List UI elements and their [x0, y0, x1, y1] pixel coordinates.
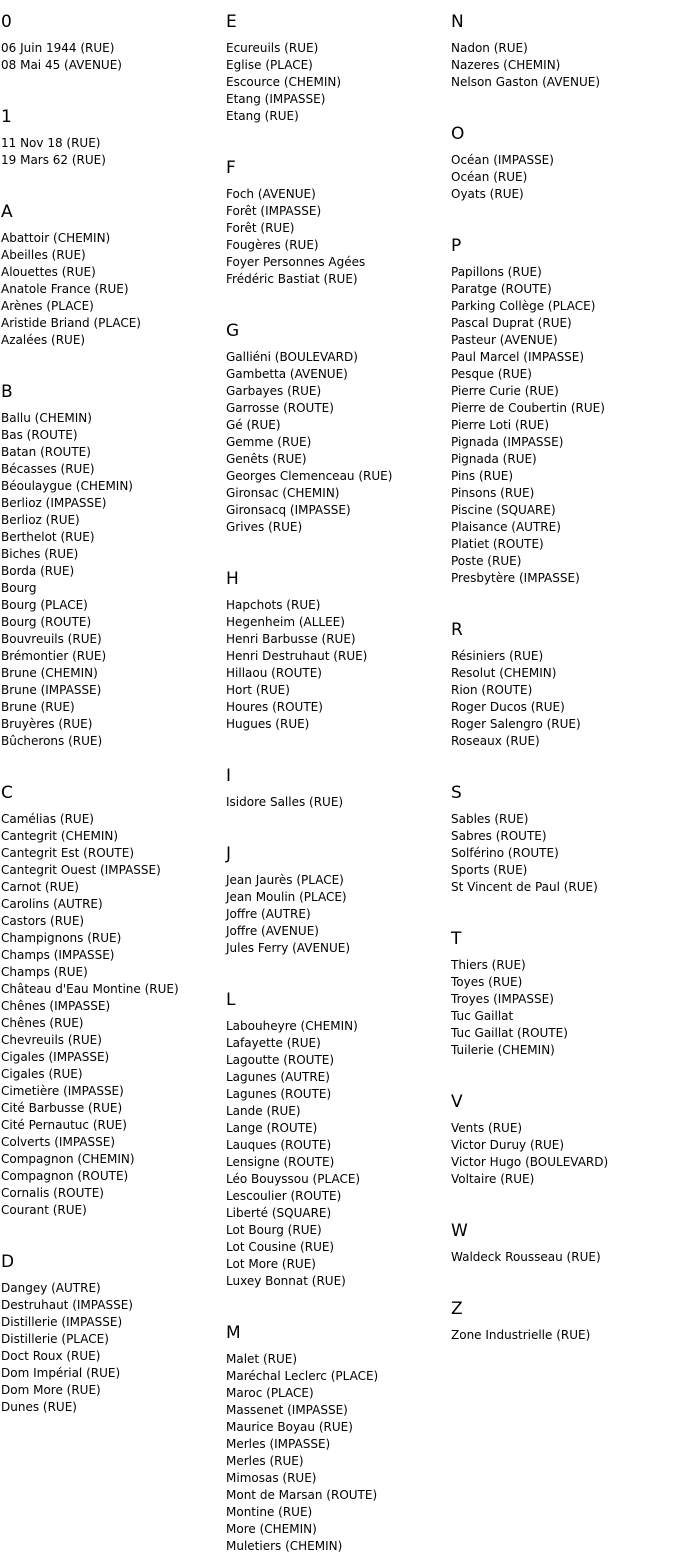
street-item: Garrosse (ROUTE) [226, 401, 334, 415]
street-item: Gemme (RUE) [226, 435, 312, 449]
section-letter-heading: S [451, 783, 462, 803]
street-item: Victor Duruy (RUE) [451, 1138, 565, 1152]
street-item: Sports (RUE) [451, 863, 528, 877]
street-item: Lafayette (RUE) [226, 1036, 321, 1050]
street-item: Hegenheim (ALLEE) [226, 615, 345, 629]
street-item: Cité Pernautuc (RUE) [1, 1118, 127, 1132]
street-item: Berlioz (RUE) [1, 513, 80, 527]
street-item: Pascal Duprat (RUE) [451, 316, 572, 330]
street-item: Bruyères (RUE) [1, 717, 93, 731]
street-item: Castors (RUE) [1, 914, 85, 928]
street-item: Vents (RUE) [451, 1121, 523, 1135]
section-letter-heading: 0 [1, 12, 12, 32]
street-list [226, 349, 451, 536]
street-item: Henri Barbusse (RUE) [226, 632, 356, 646]
street-item: Batan (ROUTE) [1, 445, 91, 459]
street-item: Château d'Eau Montine (RUE) [1, 982, 179, 996]
section-spacer [451, 587, 675, 608]
street-item: Resolut (CHEMIN) [451, 666, 557, 680]
street-item: Jean Jaurès (PLACE) [226, 873, 344, 887]
section-spacer [1, 169, 226, 190]
section-letter-heading: B [1, 382, 13, 402]
street-item: Pins (RUE) [451, 469, 514, 483]
street-item: Arènes (PLACE) [1, 299, 94, 313]
street-item: Bourg [1, 581, 37, 595]
street-item: Cimetière (IMPASSE) [1, 1084, 124, 1098]
street-item: Abattoir (CHEMIN) [1, 231, 111, 245]
section-spacer [451, 896, 675, 917]
section-spacer [451, 1188, 675, 1209]
street-item: Georges Clemenceau (RUE) [226, 469, 393, 483]
street-item: Chênes (IMPASSE) [1, 999, 111, 1013]
street-item: Paul Marcel (IMPASSE) [451, 350, 585, 364]
street-item: Henri Destruhaut (RUE) [226, 649, 368, 663]
street-item: Muletiers (CHEMIN) [226, 1539, 343, 1553]
street-item: Lauques (ROUTE) [226, 1138, 332, 1152]
letter-section [451, 12, 675, 112]
street-item: Lagunes (AUTRE) [226, 1070, 330, 1084]
letter-section [451, 124, 675, 224]
street-item: Bourg (ROUTE) [1, 615, 92, 629]
street-item: Brémontier (RUE) [1, 649, 107, 663]
street-item: Cornalis (ROUTE) [1, 1186, 104, 1200]
section-spacer [451, 203, 675, 224]
street-item: Genêts (RUE) [226, 452, 307, 466]
street-item: Mont de Marsan (ROUTE) [226, 1488, 378, 1502]
section-letter-heading: E [226, 12, 237, 32]
letter-section [1, 202, 226, 370]
street-item: Luxey Bonnat (RUE) [226, 1274, 346, 1288]
section-letter-heading: A [1, 202, 13, 222]
street-item: Carnot (RUE) [1, 880, 79, 894]
letter-section [451, 236, 675, 608]
street-list [1, 135, 226, 169]
letter-section [1, 1252, 226, 1416]
street-list [451, 957, 675, 1059]
street-list [226, 1018, 451, 1290]
street-item: Bûcherons (RUE) [1, 734, 103, 748]
street-item: Lot More (RUE) [226, 1257, 316, 1271]
street-item: Hapchots (RUE) [226, 598, 321, 612]
street-item: 19 Mars 62 (RUE) [1, 153, 106, 167]
street-item: Joffre (AUTRE) [226, 907, 311, 921]
street-item: Solférino (ROUTE) [451, 846, 559, 860]
street-list [226, 1351, 451, 1555]
street-item: Compagnon (CHEMIN) [1, 1152, 135, 1166]
street-item: Pesque (RUE) [451, 367, 532, 381]
street-item: Forêt (RUE) [226, 221, 295, 235]
street-item: Papillons (RUE) [451, 265, 542, 279]
section-letter-heading: I [226, 766, 232, 786]
street-item: Galliéni (BOULEVARD) [226, 350, 358, 364]
street-item: Pierre Loti (RUE) [451, 418, 550, 432]
street-list [226, 597, 451, 733]
street-item: 08 Mai 45 (AVENUE) [1, 58, 122, 72]
section-letter-heading: L [226, 990, 236, 1010]
street-item: Mimosas (RUE) [226, 1471, 317, 1485]
street-item: Léo Bouyssou (PLACE) [226, 1172, 361, 1186]
street-item: Courant (RUE) [1, 1203, 87, 1217]
letter-section [226, 990, 451, 1311]
section-spacer [226, 1290, 451, 1311]
street-item: Lot Bourg (RUE) [226, 1223, 322, 1237]
street-item: Platiet (ROUTE) [451, 537, 544, 551]
street-list [226, 40, 451, 125]
street-list [1, 40, 226, 74]
street-item: Résiniers (RUE) [451, 649, 544, 663]
section-spacer [451, 1059, 675, 1080]
street-item: Lescoulier (ROUTE) [226, 1189, 342, 1203]
street-item: Alouettes (RUE) [1, 265, 96, 279]
section-letter-heading: 1 [1, 107, 12, 127]
street-item: Tuc Gaillat (ROUTE) [451, 1026, 568, 1040]
street-item: Berthelot (RUE) [1, 530, 95, 544]
street-item: Tuc Gaillat [451, 1009, 514, 1023]
street-list [226, 872, 451, 957]
street-item: Forêt (IMPASSE) [226, 204, 322, 218]
street-item: Roger Ducos (RUE) [451, 700, 565, 714]
section-letter-heading: R [451, 620, 463, 640]
street-item: Maroc (PLACE) [226, 1386, 314, 1400]
street-item: Brune (RUE) [1, 700, 75, 714]
letter-section [451, 620, 675, 771]
street-item: Cité Barbusse (RUE) [1, 1101, 123, 1115]
street-item: Océan (IMPASSE) [451, 153, 554, 167]
street-item: Garbayes (RUE) [226, 384, 322, 398]
section-letter-heading: D [1, 1252, 15, 1272]
street-item: Brune (IMPASSE) [1, 683, 102, 697]
street-item: Chênes (RUE) [1, 1016, 84, 1030]
street-item: Victor Hugo (BOULEVARD) [451, 1155, 609, 1169]
street-item: Merles (RUE) [226, 1454, 304, 1468]
section-letter-heading: C [1, 783, 13, 803]
section-letter-heading: J [226, 844, 232, 864]
section-letter-heading: P [451, 236, 462, 256]
street-item: Nadon (RUE) [451, 41, 528, 55]
street-item: Aristide Briand (PLACE) [1, 316, 141, 330]
street-item: Lensigne (ROUTE) [226, 1155, 335, 1169]
street-item: Hillaou (ROUTE) [226, 666, 322, 680]
street-item: Camélias (RUE) [1, 812, 94, 826]
street-item: Cantegrit (CHEMIN) [1, 829, 119, 843]
street-item: Presbytère (IMPASSE) [451, 571, 580, 585]
street-item: Pierre de Coubertin (RUE) [451, 401, 605, 415]
section-spacer [1, 349, 226, 370]
street-item: Pinsons (RUE) [451, 486, 535, 500]
section-spacer [226, 288, 451, 309]
street-item: Lange (ROUTE) [226, 1121, 318, 1135]
street-list [1, 1280, 226, 1416]
section-letter-heading: H [226, 569, 239, 589]
street-item: Massenet (IMPASSE) [226, 1403, 348, 1417]
letter-section [451, 783, 675, 917]
street-item: Champs (IMPASSE) [1, 948, 115, 962]
letter-section [1, 382, 226, 771]
letter-section [451, 1299, 675, 1344]
section-spacer [226, 811, 451, 832]
section-spacer [1, 750, 226, 771]
street-item: Azalées (RUE) [1, 333, 86, 347]
street-item: 11 Nov 18 (RUE) [1, 136, 101, 150]
letter-section [226, 158, 451, 309]
street-item: Waldeck Rousseau (RUE) [451, 1250, 601, 1264]
street-item: Etang (RUE) [226, 109, 299, 123]
section-letter-heading: V [451, 1092, 463, 1112]
street-item: Parking Collège (PLACE) [451, 299, 596, 313]
section-letter-heading: N [451, 12, 464, 32]
street-index-column-1 [1, 0, 226, 1416]
street-item: Champs (RUE) [1, 965, 88, 979]
street-item: Hugues (RUE) [226, 717, 310, 731]
street-list [451, 40, 675, 91]
letter-section [451, 1092, 675, 1209]
street-item: Houres (ROUTE) [226, 700, 323, 714]
street-item: Fougères (RUE) [226, 238, 319, 252]
street-item: Maréchal Leclerc (PLACE) [226, 1369, 379, 1383]
street-item: Lot Cousine (RUE) [226, 1240, 335, 1254]
letter-section [226, 569, 451, 754]
street-item: Ballu (CHEMIN) [1, 411, 92, 425]
street-item: Pignada (RUE) [451, 452, 537, 466]
street-list [226, 794, 451, 811]
section-spacer [226, 733, 451, 754]
street-item: Pasteur (AVENUE) [451, 333, 558, 347]
street-list [451, 1327, 675, 1344]
street-item: Biches (RUE) [1, 547, 79, 561]
letter-section [451, 1221, 675, 1287]
street-item: Chevreuils (RUE) [1, 1033, 102, 1047]
letter-section [226, 844, 451, 978]
section-letter-heading: Z [451, 1299, 463, 1319]
section-spacer [226, 125, 451, 146]
street-list [451, 648, 675, 750]
street-item: Bouvreuils (RUE) [1, 632, 102, 646]
street-item: Etang (IMPASSE) [226, 92, 326, 106]
letter-section [1, 107, 226, 190]
street-index-column-3 [451, 0, 675, 1344]
street-item: Oyats (RUE) [451, 187, 524, 201]
letter-section [226, 321, 451, 557]
street-item: More (CHEMIN) [226, 1522, 317, 1536]
street-item: Zone Industrielle (RUE) [451, 1328, 591, 1342]
letter-section [226, 766, 451, 832]
street-item: Distillerie (IMPASSE) [1, 1315, 123, 1329]
street-item: Isidore Salles (RUE) [226, 795, 344, 809]
street-item: Cantegrit Ouest (IMPASSE) [1, 863, 161, 877]
street-item: Nelson Gaston (AVENUE) [451, 75, 601, 89]
street-item: Borda (RUE) [1, 564, 75, 578]
street-item: Colverts (IMPASSE) [1, 1135, 115, 1149]
section-spacer [226, 536, 451, 557]
street-list [451, 1120, 675, 1188]
street-item: Doct Roux (RUE) [1, 1349, 101, 1363]
street-item: Bourg (PLACE) [1, 598, 88, 612]
street-list [226, 186, 451, 288]
street-item: Dunes (RUE) [1, 1400, 77, 1414]
street-item: Roseaux (RUE) [451, 734, 540, 748]
street-item: Lagoutte (ROUTE) [226, 1053, 335, 1067]
street-item: Foch (AVENUE) [226, 187, 316, 201]
section-spacer [451, 91, 675, 112]
street-list [451, 1249, 675, 1266]
street-item: Dom Impérial (RUE) [1, 1366, 121, 1380]
street-item: Lande (RUE) [226, 1104, 301, 1118]
street-item: 06 Juin 1944 (RUE) [1, 41, 115, 55]
street-item: Jean Moulin (PLACE) [226, 890, 347, 904]
letter-section [226, 1323, 451, 1555]
section-letter-heading: M [226, 1323, 241, 1343]
street-index-column-2 [226, 0, 451, 1555]
street-item: Pierre Curie (RUE) [451, 384, 559, 398]
street-item: Gironsacq (IMPASSE) [226, 503, 351, 517]
street-item: Berlioz (IMPASSE) [1, 496, 107, 510]
street-item: Bécasses (RUE) [1, 462, 95, 476]
street-item: Cigales (RUE) [1, 1067, 83, 1081]
street-list [451, 264, 675, 587]
letter-section [1, 12, 226, 95]
section-letter-heading: T [451, 929, 462, 949]
street-list [451, 811, 675, 896]
street-item: Cigales (IMPASSE) [1, 1050, 110, 1064]
street-item: Merles (IMPASSE) [226, 1437, 331, 1451]
section-spacer [1, 74, 226, 95]
street-item: Liberté (SQUARE) [226, 1206, 332, 1220]
street-item: Lagunes (ROUTE) [226, 1087, 332, 1101]
street-item: Gé (RUE) [226, 418, 281, 432]
street-item: Gironsac (CHEMIN) [226, 486, 340, 500]
street-item: Montine (RUE) [226, 1505, 313, 1519]
street-item: Malet (RUE) [226, 1352, 298, 1366]
street-item: Paratge (ROUTE) [451, 282, 552, 296]
street-item: Destruhaut (IMPASSE) [1, 1298, 133, 1312]
section-spacer [1, 1219, 226, 1240]
street-item: Sables (RUE) [451, 812, 529, 826]
street-item: Sabres (ROUTE) [451, 829, 547, 843]
street-item: Gambetta (AVENUE) [226, 367, 348, 381]
street-item: Rion (ROUTE) [451, 683, 533, 697]
section-letter-heading: O [451, 124, 465, 144]
street-item: Poste (RUE) [451, 554, 522, 568]
street-item: Carolins (AUTRE) [1, 897, 103, 911]
letter-section [451, 929, 675, 1080]
street-item: Cantegrit Est (ROUTE) [1, 846, 135, 860]
street-list [1, 230, 226, 349]
street-item: Plaisance (AUTRE) [451, 520, 561, 534]
street-item: Distillerie (PLACE) [1, 1332, 109, 1346]
street-item: Jules Ferry (AVENUE) [226, 941, 351, 955]
street-item: Brune (CHEMIN) [1, 666, 98, 680]
section-letter-heading: W [451, 1221, 468, 1241]
street-item: Voltaire (RUE) [451, 1172, 535, 1186]
street-item: Béoulaygue (CHEMIN) [1, 479, 133, 493]
street-item: Foyer Personnes Agées [226, 255, 366, 269]
street-item: Compagnon (ROUTE) [1, 1169, 129, 1183]
street-item: Toyes (RUE) [451, 975, 523, 989]
street-item: Roger Salengro (RUE) [451, 717, 581, 731]
street-item: Troyes (IMPASSE) [451, 992, 554, 1006]
street-item: Bas (ROUTE) [1, 428, 78, 442]
street-list [1, 410, 226, 750]
street-item: Nazeres (CHEMIN) [451, 58, 561, 72]
street-item: Océan (RUE) [451, 170, 528, 184]
street-item: Dangey (AUTRE) [1, 1281, 101, 1295]
street-item: Hort (RUE) [226, 683, 290, 697]
section-letter-heading: F [226, 158, 236, 178]
section-spacer [451, 750, 675, 771]
street-item: Anatole France (RUE) [1, 282, 129, 296]
section-spacer [451, 1266, 675, 1287]
street-item: Abeilles (RUE) [1, 248, 86, 262]
street-item: Escource (CHEMIN) [226, 75, 342, 89]
street-list [451, 152, 675, 203]
street-item: Joffre (AVENUE) [226, 924, 319, 938]
street-item: Frédéric Bastiat (RUE) [226, 272, 358, 286]
street-item: Champignons (RUE) [1, 931, 122, 945]
street-item: Eglise (PLACE) [226, 58, 313, 72]
street-item: Grives (RUE) [226, 520, 303, 534]
street-item: Thiers (RUE) [451, 958, 526, 972]
street-item: St Vincent de Paul (RUE) [451, 880, 598, 894]
street-item: Pignada (IMPASSE) [451, 435, 564, 449]
letter-section [226, 12, 451, 146]
street-item: Dom More (RUE) [1, 1383, 101, 1397]
street-item: Labouheyre (CHEMIN) [226, 1019, 358, 1033]
section-letter-heading: G [226, 321, 240, 341]
street-item: Tuilerie (CHEMIN) [451, 1043, 555, 1057]
letter-section [1, 783, 226, 1240]
street-list [1, 811, 226, 1219]
street-item: Ecureuils (RUE) [226, 41, 319, 55]
street-item: Piscine (SQUARE) [451, 503, 556, 517]
section-spacer [226, 957, 451, 978]
street-item: Maurice Boyau (RUE) [226, 1420, 353, 1434]
